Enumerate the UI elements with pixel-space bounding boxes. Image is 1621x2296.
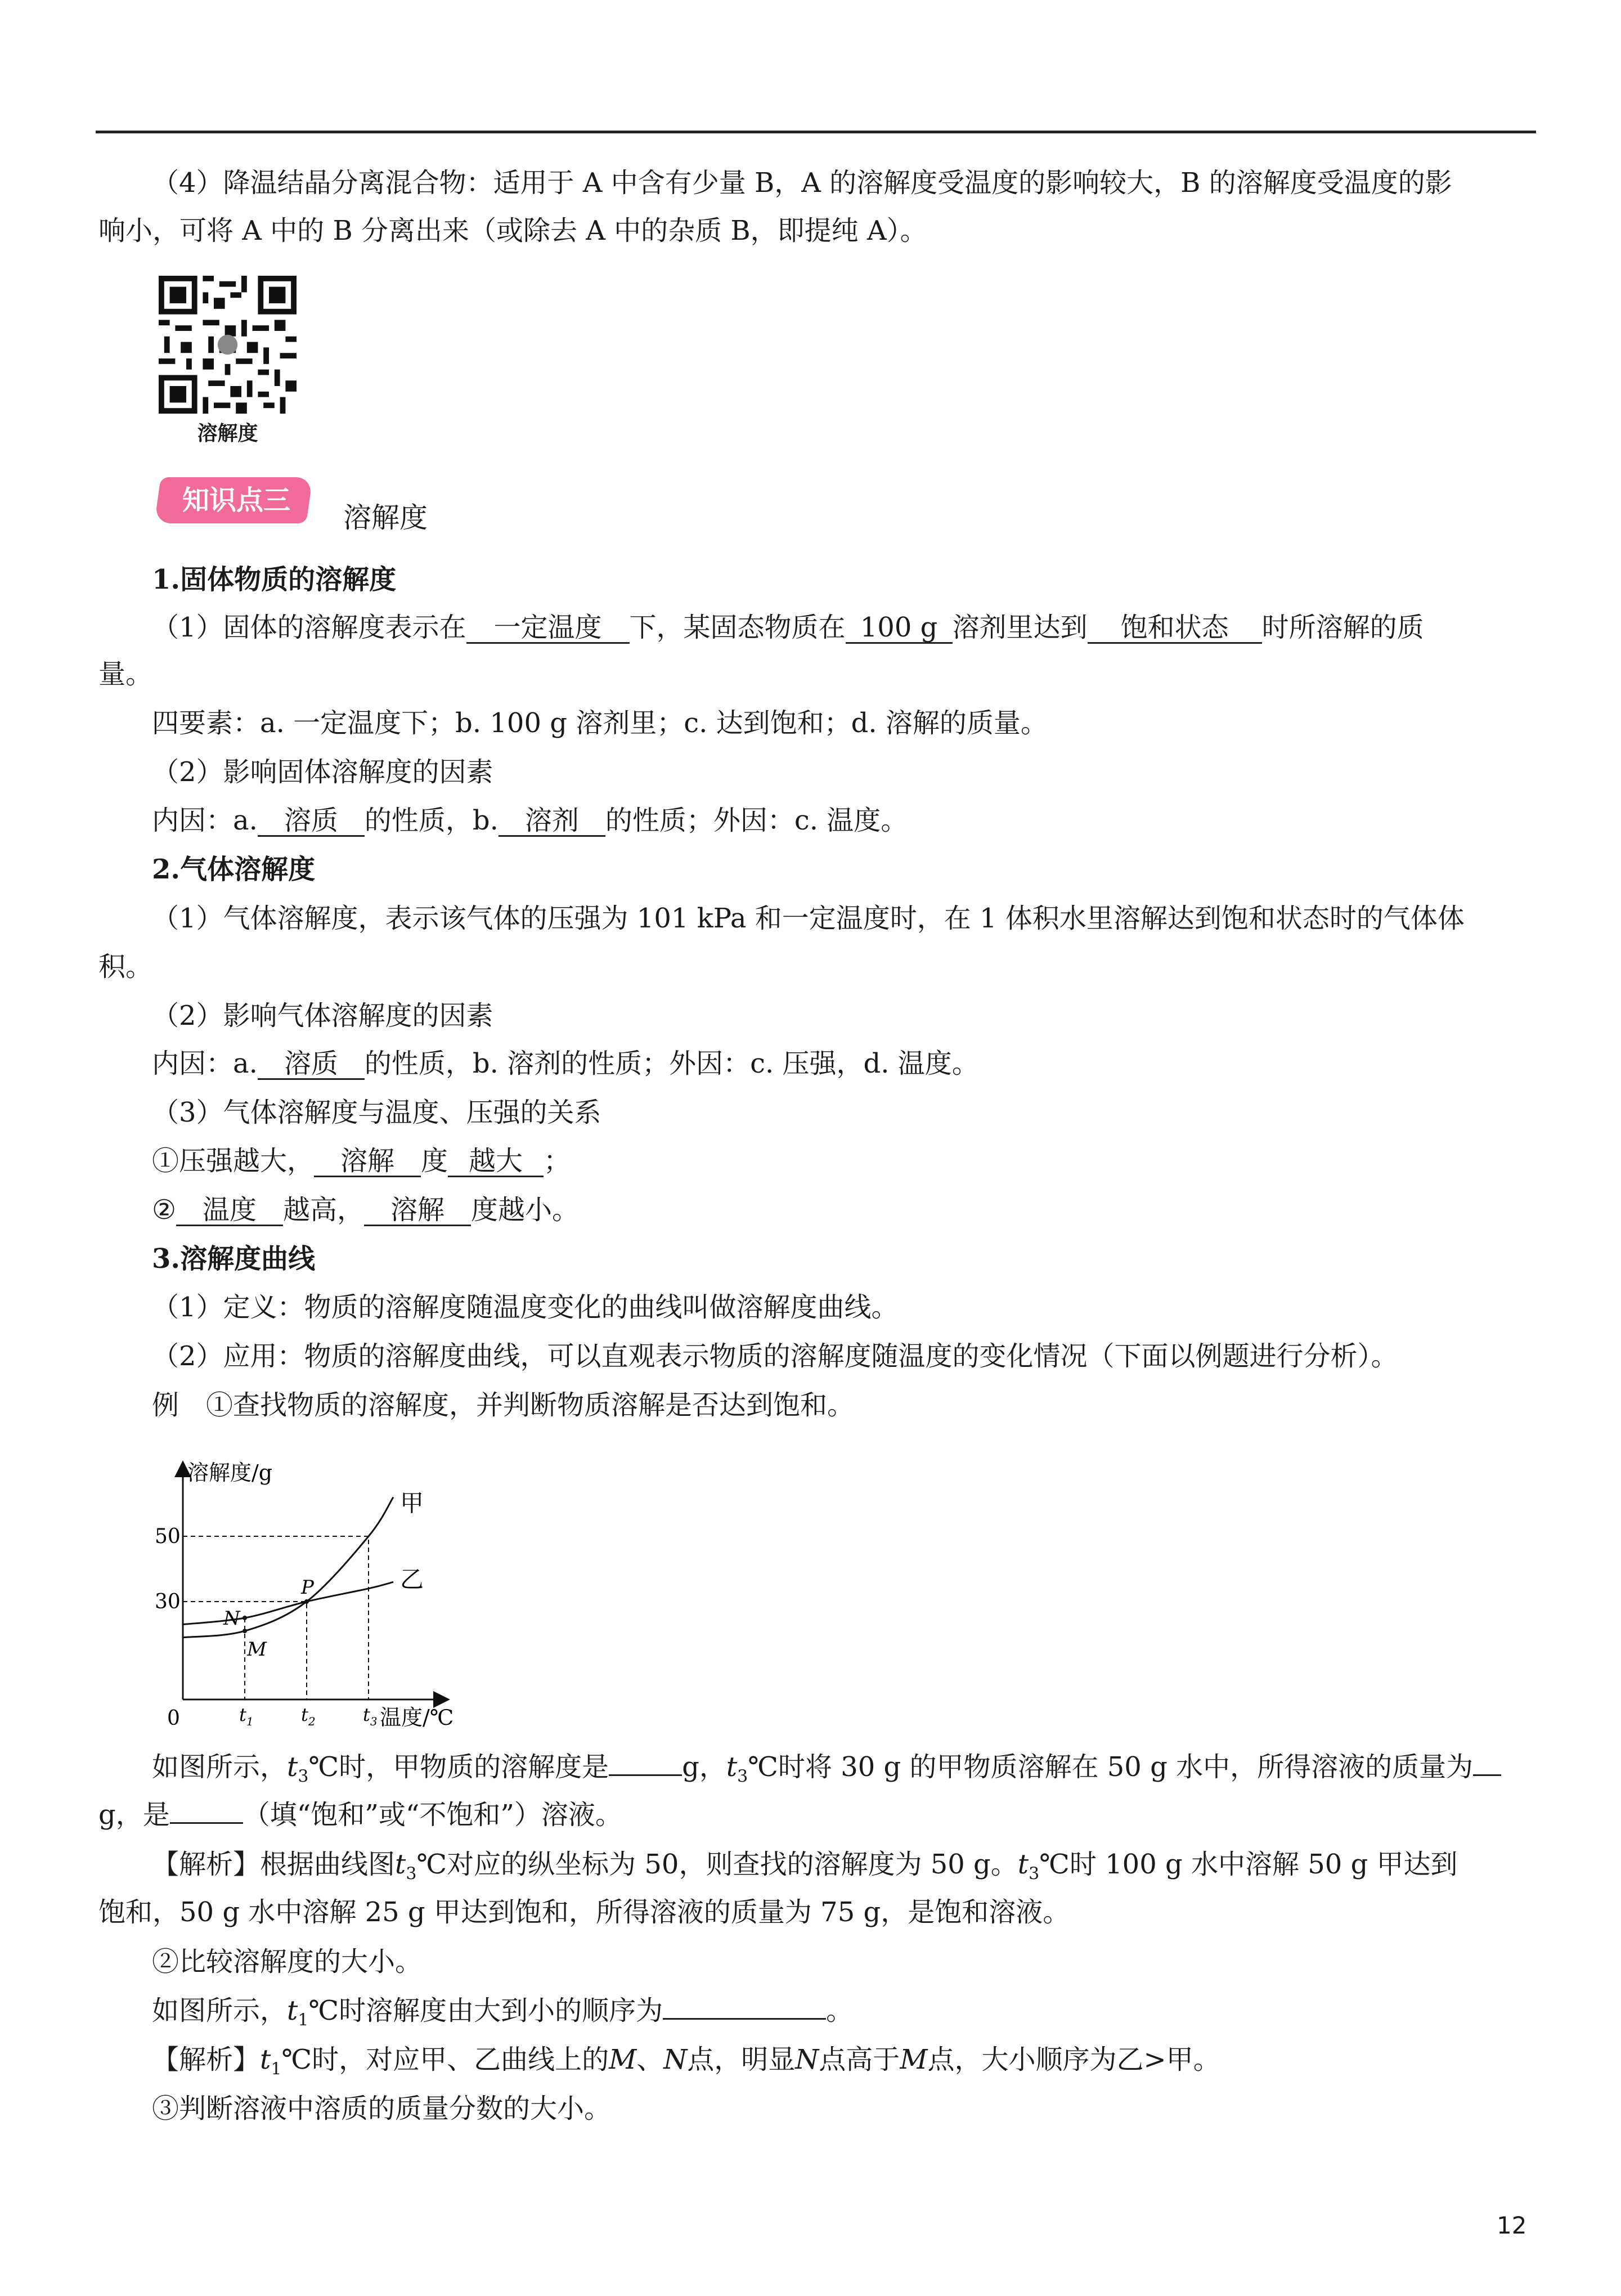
y-tick-label: 50 [155,1525,181,1548]
curve-application: （2）应用：物质的溶解度曲线，可以直观表示物质的溶解度随温度的变化情况（下面以例题进行分析）。 [152,1340,1398,1372]
solubility-curve-chart [146,1446,461,1739]
answer-blank: 溶解 [364,1195,471,1226]
answer-blank [170,1822,243,1824]
x-tick-label: $t_2$ [301,1704,316,1728]
example-intro: 例 ①查找物质的溶解度，并判断物质溶解是否达到饱和。 [152,1389,855,1421]
curve-definition: （1）定义：物质的溶解度随温度变化的曲线叫做溶解度曲线。 [152,1292,899,1323]
header-rule [96,131,1536,133]
factors-solid: 内因：a. 溶质 的性质，b. 溶剂 的性质；外因：c. 温度。 [152,805,908,836]
question-2: 如图所示，$t_1℃$时溶解度由大到小的顺序为 。 [152,1995,854,2030]
factors-solid-heading: （2）影响固体溶解度的因素 [152,756,493,788]
relation-heading: （3）气体溶解度与温度、压强的关系 [152,1097,601,1128]
factors-gas: 内因：a. 溶质 的性质，b. 溶剂的性质；外因：c. 压强，d. 温度。 [152,1048,979,1079]
page-number: 12 [1497,2212,1527,2239]
x-tick-label: $t_1$ [239,1704,254,1728]
relation-temperature: ② 温度 越高， 溶解 度越小。 [152,1194,580,1226]
para-4-line2: 响小，可将 A 中的 B 分离出来（或除去 A 中的杂质 B，即提纯 A）。 [98,215,927,246]
x-tick-label: $t_3$ [363,1704,378,1728]
point-label: M [247,1638,267,1661]
answer-blank: 溶质 [258,1049,365,1080]
answer-blank: 溶质 [258,806,365,837]
para-gas-definition-end: 积。 [98,951,153,983]
answer-blank: 饱和状态 [1088,613,1262,644]
heading-gas-solubility: 2.气体溶解度 [152,854,316,885]
answer-blank: 100 g [846,613,953,644]
relation-pressure: ①压强越大， 溶解 度 越大 ； [152,1145,571,1177]
section-badge-label: 知识点三 [182,485,290,516]
x-axis-label: 温度/℃ [380,1705,454,1730]
point-label: N [223,1607,240,1630]
qr-code-icon[interactable] [159,276,297,414]
para-4-line1: （4）降温结晶分离混合物：适用于 A 中含有少量 B，A 的溶解度受温度的影响较大，B 的溶解度受温度的影 [152,167,1452,199]
point-marker [243,1629,247,1633]
answer-blank [663,2018,826,2020]
para-solid-definition: （1）固体的溶解度表示在 一定温度 下，某固态物质在 100 g 溶剂里达到 饱和状态 时所溶解的质 [152,612,1424,643]
heading-solid-solubility: 1.固体物质的溶解度 [152,564,397,595]
factors-gas-heading: （2）影响气体溶解度的因素 [152,1000,493,1032]
section-title: 溶解度 [343,501,428,534]
para-gas-definition: （1）气体溶解度，表示该气体的压强为 101 kPa 和一定温度时，在 1 体积水里溶解达到饱和状态时的气体体 [152,903,1465,934]
answer-blank: 越大 [448,1146,544,1177]
answer-blank: 溶解 [314,1146,421,1177]
point-label: P [301,1576,314,1599]
y-axis-label: 溶解度/g [187,1460,273,1485]
para-solid-definition-end: 量。 [98,658,153,690]
series-line-yi [183,1582,393,1624]
analysis-1-line2: 饱和，50 g 水中溶解 25 g 甲达到饱和，所得溶液的质量为 75 g，是饱和溶液。 [98,1896,1070,1928]
four-elements: 四要素：a. 一定温度下；b. 100 g 溶剂里；c. 达到饱和；d. 溶解的质量。 [152,707,1048,739]
series-label: 甲 [400,1489,424,1517]
series-line-jia [183,1497,393,1637]
answer-blank [1473,1774,1501,1776]
heading-solubility-curve: 3.溶解度曲线 [152,1243,316,1275]
guide-line-t3 [183,1536,369,1699]
origin-label: 0 [167,1707,180,1730]
analysis-2: 【解析】$t_1℃$时，对应甲、乙曲线上的M、N点，明显N点高于M点，大小顺序为乙>甲。 [152,2044,1220,2079]
answer-blank: 一定温度 [466,613,630,644]
point-marker [304,1599,309,1604]
mass-fraction-heading: ③判断溶液中溶质的质量分数的大小。 [152,2093,612,2124]
answer-blank: 温度 [176,1195,283,1226]
question-1-line2: g，是 （填“饱和”或“不饱和”）溶液。 [98,1799,622,1831]
compare-heading: ②比较溶解度的大小。 [152,1946,423,1977]
series-label: 乙 [400,1566,424,1594]
y-tick-label: 30 [155,1590,181,1613]
point-marker [243,1616,247,1620]
question-1-line1: 如图所示，$t_3℃$时，甲物质的溶解度是 g，$t_3℃$时将 30 g 的甲物质溶解在 50 g 水中，所得溶液的质量为 [152,1750,1592,1794]
answer-blank: 溶剂 [499,806,605,837]
analysis-1-line1: 【解析】根据曲线图$t_3℃$对应的纵坐标为 50，则查找的溶解度为 50 g。$t_3℃$时 100 g 水中溶解 50 g 甲达到 [152,1849,1458,1884]
answer-blank [609,1774,682,1776]
qr-caption: 溶解度 [197,422,258,445]
